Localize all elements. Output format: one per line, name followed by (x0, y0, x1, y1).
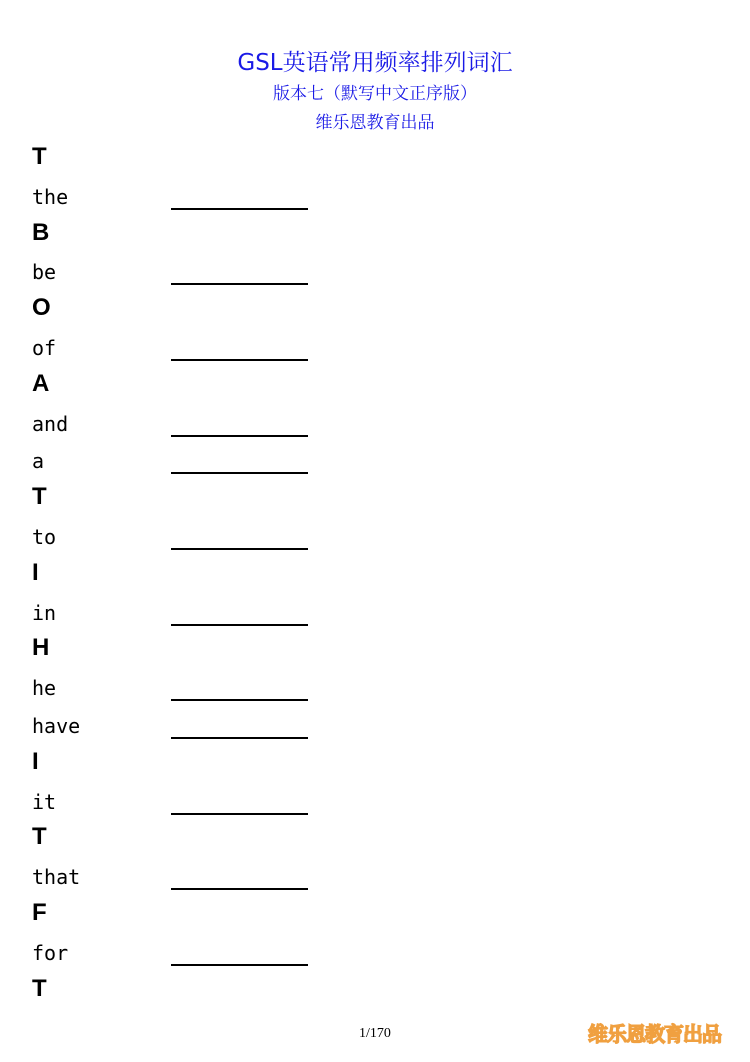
answer-blank-line (171, 208, 308, 210)
answer-blank-line (171, 964, 308, 966)
section-letter: F (32, 899, 47, 926)
vocabulary-word: for (32, 940, 69, 965)
word-row (32, 710, 80, 754)
section-letter-row (32, 748, 39, 788)
answer-blank-line (171, 548, 308, 550)
section-letter-row (32, 823, 47, 863)
answer-blank-line (171, 283, 308, 285)
vocabulary-word: in (32, 600, 57, 625)
section-letter: T (32, 143, 47, 170)
section-letter-row (32, 899, 47, 939)
document-title: GSL英语常用频率排列词汇 (237, 50, 513, 76)
section-letter: T (32, 823, 47, 851)
section-letter: T (32, 483, 47, 511)
answer-blank-line (171, 435, 308, 437)
section-letter-row (32, 219, 49, 259)
section-letter-row (32, 143, 47, 183)
section-letter: I (32, 747, 39, 775)
section-letter-row (32, 559, 39, 599)
section-letter-row (32, 370, 49, 410)
vocabulary-word: to (32, 525, 57, 549)
vocabulary-word: he (32, 676, 57, 701)
answer-blank-line (171, 813, 308, 815)
vocabulary-word: of (32, 336, 57, 360)
section-letter: H (32, 634, 50, 662)
document-subtitle: 版本七（默写中文正序版） (273, 84, 477, 104)
section-letter: A (32, 369, 50, 397)
section-letter-row (32, 294, 51, 334)
section-letter-row (32, 634, 49, 674)
vocabulary-word: have (32, 714, 81, 738)
answer-blank-line (171, 888, 308, 890)
section-letter: I (32, 558, 39, 586)
answer-blank-line (171, 699, 308, 701)
answer-blank-line (171, 472, 308, 474)
section-letter: B (32, 218, 50, 246)
publisher-line: 维乐恩教育出品 (315, 113, 435, 133)
answer-blank-line (171, 737, 308, 739)
section-letter: T (32, 974, 47, 1002)
answer-blank-line (171, 359, 308, 361)
vocabulary-word: it (32, 789, 57, 814)
section-letter-row (32, 483, 47, 523)
vocabulary-word: the (32, 184, 69, 209)
vocabulary-word: be (32, 260, 57, 285)
publisher-watermark: 维乐恩教育出品 (588, 1022, 721, 1046)
page-number: 1/170 (359, 1026, 391, 1041)
vocabulary-word: a (32, 449, 45, 474)
section-letter-row (32, 975, 47, 1015)
vocabulary-word: and (32, 411, 69, 436)
section-letter: O (32, 294, 51, 322)
vocabulary-word: that (32, 865, 81, 890)
answer-blank-line (171, 624, 308, 626)
